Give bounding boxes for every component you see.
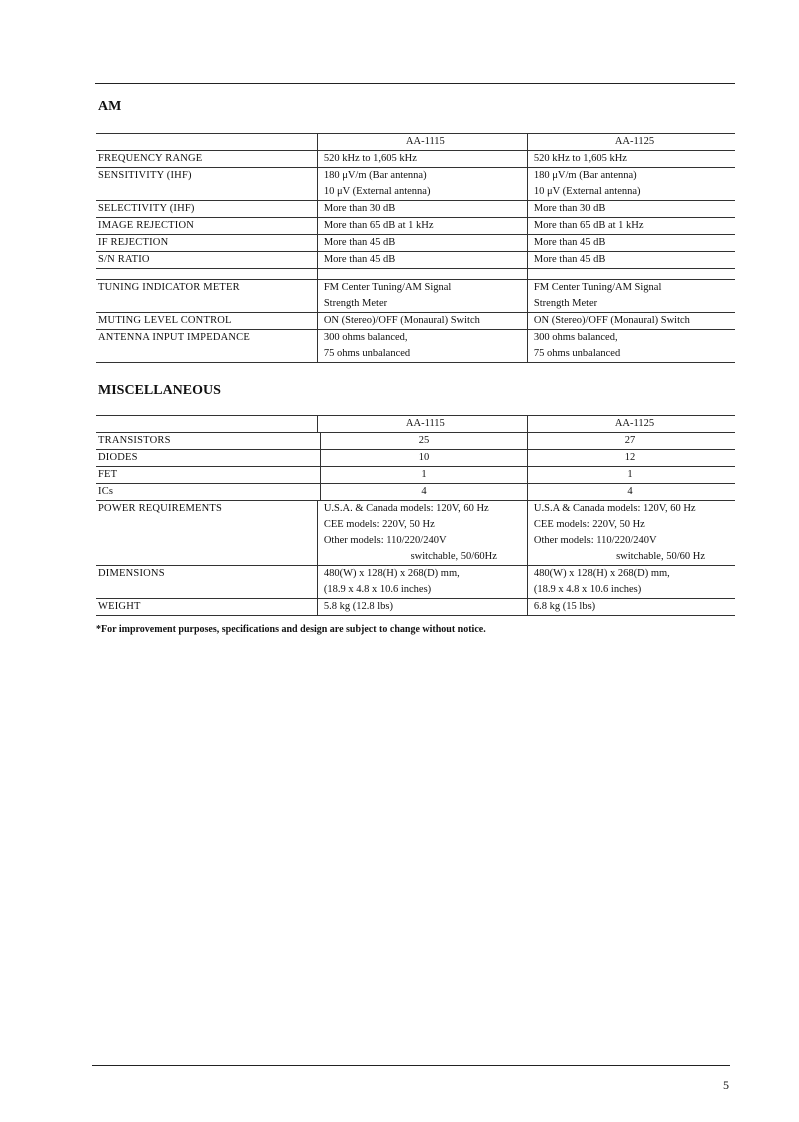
spec-value-aa1115: More than 30 dB [317,201,527,217]
table-row [96,313,735,330]
spec-label: ANTENNA INPUT IMPEDANCE [98,332,250,343]
misc-section-title: MISCELLANEOUS [98,383,221,398]
misc-spec-table [96,415,735,616]
spec-value-aa1115: 10 [320,450,527,466]
row-spacer [96,269,735,280]
spec-label: POWER REQUIREMENTS [98,503,223,514]
spec-label: WEIGHT [98,601,141,612]
table-row [96,218,735,235]
spec-value-aa1125: 1 [527,467,732,483]
spec-value-aa1115: More than 45 dB [317,252,527,268]
spec-label: SENSITIVITY (IHF) [98,170,192,181]
spec-label: IF REJECTION [98,237,169,248]
table-row [96,450,735,467]
misc-col1-header: AA-1115 [317,416,527,432]
spec-label: MUTING LEVEL CONTROL [98,315,232,326]
spec-label: FET [98,469,118,480]
table-row [96,330,735,363]
bottom-rule [92,1065,730,1066]
top-rule [95,83,735,84]
footnote: *For improvement purposes, specifications and design are subject to change without notice. [96,624,486,635]
am-header-row [96,133,735,151]
spec-value-aa1125: 520 kHz to 1,605 kHz [527,151,735,167]
spec-label: FREQUENCY RANGE [98,153,203,164]
table-row [96,280,735,313]
spec-value-aa1115: 4 [320,484,527,500]
table-row [96,151,735,168]
spec-value-aa1125: More than 30 dB [527,201,735,217]
spec-label: ICs [98,486,114,497]
spec-label: DIMENSIONS [98,568,165,579]
am-col1-header: AA-1115 [317,134,527,150]
spec-value-aa1115: 25 [320,433,527,449]
spec-value-aa1115: 520 kHz to 1,605 kHz [317,151,527,167]
spec-value-aa1125: U.S.A & Canada models: 120V, 60 Hz CEE models: 220V, 50 Hz Other models: 110/220/240V switchable, 50/60 Hz [527,501,735,565]
page-number: 5 [723,1078,729,1092]
spec-value-aa1125: 6.8 kg (15 lbs) [527,599,735,615]
misc-header-blank [96,416,317,432]
spec-value-aa1125: More than 45 dB [527,252,735,268]
misc-header-row [96,415,735,433]
am-header-blank [96,134,317,150]
spec-value-aa1125: 300 ohms balanced, 75 ohms unbalanced [527,330,735,362]
spec-value-aa1115: 180 μV/m (Bar antenna) 10 μV (External antenna) [317,168,527,200]
spec-value-aa1115: 480(W) x 128(H) x 268(D) mm, (18.9 x 4.8 x 10.6 inches) [317,566,527,598]
spec-label: TRANSISTORS [98,435,171,446]
table-row [96,433,735,450]
spec-value-aa1125: 480(W) x 128(H) x 268(D) mm, (18.9 x 4.8 x 10.6 inches) [527,566,735,598]
spec-value-aa1115: More than 65 dB at 1 kHz [317,218,527,234]
spec-label: SELECTIVITY (IHF) [98,203,195,214]
table-row [96,235,735,252]
table-row [96,484,735,501]
spec-value-aa1115: More than 45 dB [317,235,527,251]
spec-value-aa1125: FM Center Tuning/AM Signal Strength Meter [527,280,735,312]
spec-value-aa1125: 180 μV/m (Bar antenna) 10 μV (External antenna) [527,168,735,200]
spec-value-aa1125: More than 45 dB [527,235,735,251]
spec-value-aa1115: 5.8 kg (12.8 lbs) [317,599,527,615]
am-spec-table [96,133,735,363]
table-row [96,201,735,218]
spec-value-aa1115: U.S.A. & Canada models: 120V, 60 Hz CEE models: 220V, 50 Hz Other models: 110/220/240V switchable, 50/60Hz [317,501,527,565]
spec-label: IMAGE REJECTION [98,220,195,231]
table-row [96,501,735,566]
spec-value-aa1115: 300 ohms balanced, 75 ohms unbalanced [317,330,527,362]
table-row [96,252,735,269]
spec-value-aa1125: ON (Stereo)/OFF (Monaural) Switch [527,313,735,329]
spec-label: S/N RATIO [98,254,150,265]
spec-value-aa1125: More than 65 dB at 1 kHz [527,218,735,234]
table-row [96,168,735,201]
spec-value-aa1125: 12 [527,450,732,466]
table-row [96,467,735,484]
table-row [96,599,735,616]
am-section-title: AM [98,99,122,114]
spec-value-aa1115: ON (Stereo)/OFF (Monaural) Switch [317,313,527,329]
misc-col2-header: AA-1125 [527,416,735,432]
spec-label: TUNING INDICATOR METER [98,282,240,293]
spec-value-aa1125: 4 [527,484,732,500]
spec-value-aa1115: 1 [320,467,527,483]
spec-label: DIODES [98,452,138,463]
spec-value-aa1125: 27 [527,433,732,449]
spec-value-aa1115: FM Center Tuning/AM Signal Strength Meter [317,280,527,312]
am-col2-header: AA-1125 [527,134,735,150]
table-row [96,566,735,599]
